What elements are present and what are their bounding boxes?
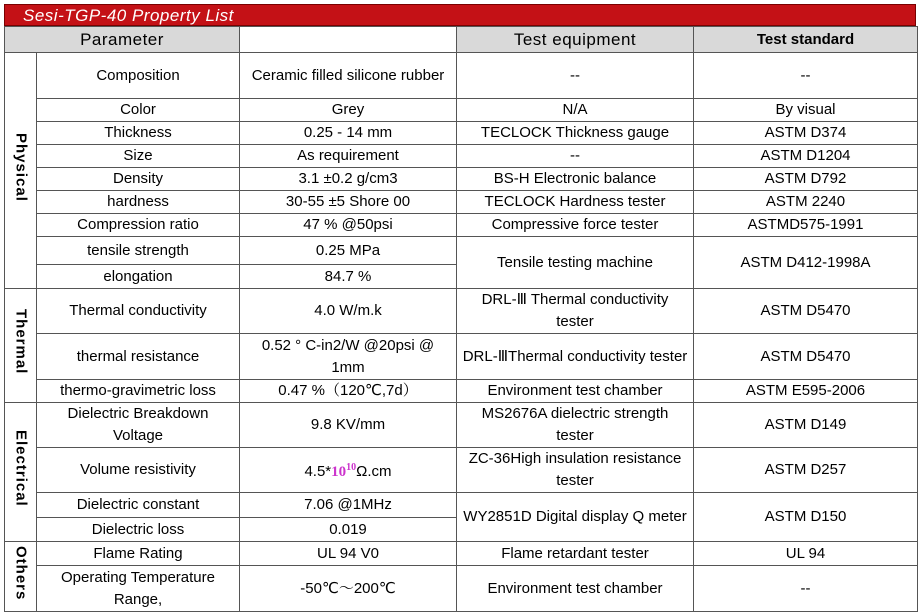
param-cell: Size xyxy=(37,145,240,168)
equipment-cell: BS-H Electronic balance xyxy=(457,168,694,191)
standard-cell: ASTM D150 xyxy=(694,493,918,542)
value-cell: 0.47 %（120℃,7d） xyxy=(240,380,457,403)
table-row xyxy=(5,237,918,265)
equipment-cell: -- xyxy=(457,145,694,168)
table-row xyxy=(5,493,918,518)
param-cell: thermo-gravimetric loss xyxy=(37,380,240,403)
value-cell: As requirement xyxy=(240,145,457,168)
table-row xyxy=(5,403,918,448)
value-cell: 0.25 - 14 mm xyxy=(240,122,457,145)
equipment-cell: TECLOCK Thickness gauge xyxy=(457,122,694,145)
equipment-cell: MS2676A dielectric strength tester xyxy=(457,403,694,448)
equipment-cell: Environment test chamber xyxy=(457,380,694,403)
header-parameter: Parameter xyxy=(5,27,240,53)
param-cell: Compression ratio xyxy=(37,214,240,237)
standard-cell: UL 94 xyxy=(694,542,918,566)
param-cell: Flame Rating xyxy=(37,542,240,566)
equipment-cell: WY2851D Digital display Q meter xyxy=(457,493,694,542)
equipment-cell: DRL-ⅢThermal conductivity tester xyxy=(457,334,694,380)
resistivity-prefix: 4.5* xyxy=(304,463,332,480)
category-label: Others xyxy=(12,545,30,601)
value-cell: 3.1 ±0.2 g/cm3 xyxy=(240,168,457,191)
table-row xyxy=(5,145,918,168)
table-row xyxy=(5,289,918,334)
param-cell: Color xyxy=(37,99,240,122)
table-row xyxy=(5,99,918,122)
value-cell: 9.8 KV/mm xyxy=(240,403,457,448)
standard-cell: ASTM D149 xyxy=(694,403,918,448)
equipment-cell: N/A xyxy=(457,99,694,122)
standard-cell: ASTM D257 xyxy=(694,448,918,493)
table-row xyxy=(5,380,918,403)
value-cell: 4.0 W/m.k xyxy=(240,289,457,334)
value-cell: 84.7 % xyxy=(240,265,457,289)
value-cell: 47 % @50psi xyxy=(240,214,457,237)
category-label: Physical xyxy=(12,132,30,202)
param-cell: Operating Temperature Range, xyxy=(37,566,240,612)
resistivity-exponent: 10 xyxy=(346,462,357,473)
standard-cell: ASTM E595-2006 xyxy=(694,380,918,403)
header-equipment: Test equipment xyxy=(457,27,694,53)
header-row xyxy=(5,27,918,53)
resistivity-unit: Ω.cm xyxy=(356,463,392,480)
standard-cell: ASTM D1204 xyxy=(694,145,918,168)
value-cell: UL 94 V0 xyxy=(240,542,457,566)
table-row xyxy=(5,334,918,380)
standard-cell: By visual xyxy=(694,99,918,122)
equipment-cell: DRL-Ⅲ Thermal conductivity tester xyxy=(457,289,694,334)
param-cell: Dielectric loss xyxy=(37,518,240,542)
param-cell: Dielectric constant xyxy=(37,493,240,518)
header-standard: Test standard xyxy=(694,27,918,53)
equipment-cell: TECLOCK Hardness tester xyxy=(457,191,694,214)
equipment-cell: Environment test chamber xyxy=(457,566,694,612)
param-cell: Dielectric Breakdown Voltage xyxy=(37,403,240,448)
table-row xyxy=(5,542,918,566)
equipment-cell: Flame retardant tester xyxy=(457,542,694,566)
value-cell: 7.06 @1MHz xyxy=(240,493,457,518)
value-cell: 30-55 ±5 Shore 00 xyxy=(240,191,457,214)
standard-cell: -- xyxy=(694,566,918,612)
standard-cell: ASTM D792 xyxy=(694,168,918,191)
value-cell: Ceramic filled silicone rubber xyxy=(240,53,457,99)
resistivity-power xyxy=(331,464,356,480)
standard-cell: ASTM D5470 xyxy=(694,334,918,380)
value-cell: 0.52 ° C-in2/W @20psi @ 1mm xyxy=(240,334,457,380)
category-others xyxy=(5,542,37,612)
header-blank xyxy=(240,27,457,53)
standard-cell: ASTM D374 xyxy=(694,122,918,145)
param-cell: hardness xyxy=(37,191,240,214)
param-cell: Thickness xyxy=(37,122,240,145)
param-cell: Volume resistivity xyxy=(37,448,240,493)
value-cell: 0.25 MPa xyxy=(240,237,457,265)
value-cell: Grey xyxy=(240,99,457,122)
equipment-cell: ZC-36High insulation resistance tester xyxy=(457,448,694,493)
category-label: Electrical xyxy=(12,430,30,507)
param-cell: Density xyxy=(37,168,240,191)
standard-cell: ASTM D5470 xyxy=(694,289,918,334)
table-row xyxy=(5,214,918,237)
equipment-cell: -- xyxy=(457,53,694,99)
title-bar xyxy=(4,4,916,26)
standard-cell: ASTMD575-1991 xyxy=(694,214,918,237)
param-cell: Thermal conductivity xyxy=(37,289,240,334)
value-cell: -50℃～200℃ xyxy=(240,566,457,612)
value-cell xyxy=(240,448,457,493)
standard-cell: ASTM D412-1998A xyxy=(694,237,918,289)
standard-cell: -- xyxy=(694,53,918,99)
property-table xyxy=(4,26,918,612)
value-cell: 0.019 xyxy=(240,518,457,542)
table-row xyxy=(5,122,918,145)
category-label: Thermal xyxy=(12,309,30,375)
standard-cell: ASTM 2240 xyxy=(694,191,918,214)
table-row xyxy=(5,53,918,99)
table-row xyxy=(5,191,918,214)
category-physical xyxy=(5,53,37,289)
table-row xyxy=(5,168,918,191)
sheet-title: Sesi-TGP-40 Property List xyxy=(23,6,234,25)
table-row xyxy=(5,566,918,612)
resistivity-base: 10 xyxy=(331,464,347,480)
equipment-cell: Compressive force tester xyxy=(457,214,694,237)
equipment-cell: Tensile testing machine xyxy=(457,237,694,289)
param-cell: tensile strength xyxy=(37,237,240,265)
param-cell: Composition xyxy=(37,53,240,99)
category-electrical xyxy=(5,403,37,542)
param-cell: thermal resistance xyxy=(37,334,240,380)
param-cell: elongation xyxy=(37,265,240,289)
table-row xyxy=(5,448,918,493)
category-thermal xyxy=(5,289,37,403)
